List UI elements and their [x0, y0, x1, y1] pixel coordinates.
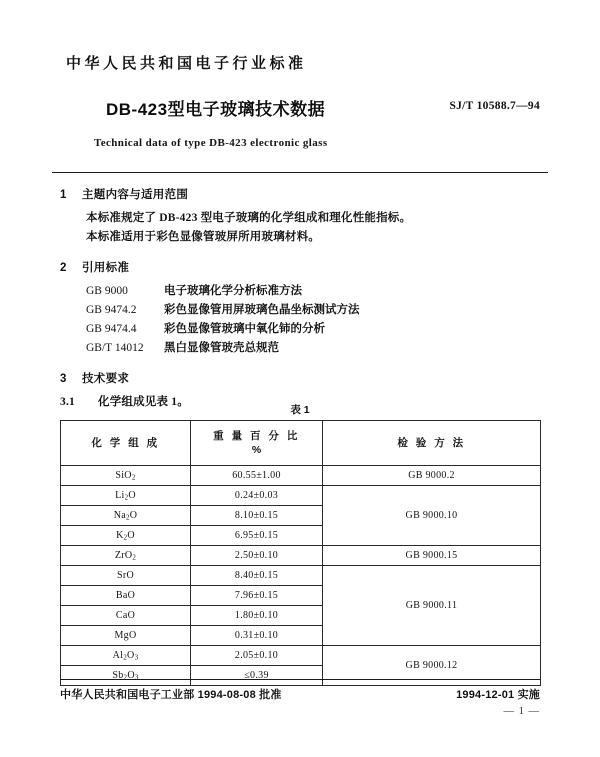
column-header-test-method-label: 检 验 方 法 — [397, 436, 466, 449]
document-header — [60, 52, 540, 149]
cell-value: 0.24±0.03 — [191, 486, 323, 506]
clause-number: 3.1 — [60, 396, 75, 408]
reference-title: 彩色显像管用屏玻璃色晶坐标测试方法 — [164, 304, 360, 316]
document-body — [60, 186, 540, 415]
section-title-2: 引用标准 — [82, 262, 130, 274]
cell-value: 2.05±0.10 — [191, 646, 323, 666]
cell-method: GB 9000.2 — [323, 466, 541, 486]
spacer — [60, 247, 540, 259]
section-1-paragraph-1: 本标准规定了 DB-423 型电子玻璃的化学组成和理化性能指标。 — [86, 212, 412, 224]
table-header-row — [61, 421, 541, 466]
table-row — [61, 566, 541, 586]
cell-value: 60.55±1.00 — [191, 466, 323, 486]
cell-component: SrO — [61, 566, 191, 586]
table-row — [61, 486, 541, 506]
cell-component: $K_2O$ — [61, 526, 191, 546]
cell-value: 2.50±0.10 — [191, 546, 323, 566]
column-header-composition-label: 化 学 组 成 — [91, 436, 160, 449]
cell-method: GB 9000.11 — [323, 566, 541, 646]
column-header-composition — [61, 421, 191, 466]
reference-title: 电子玻璃化学分析标准方法 — [164, 285, 302, 297]
cell-method: GB 9000.10 — [323, 486, 541, 546]
specification-table-container — [60, 398, 540, 686]
clause-text: 化学组成见表 1。 — [98, 396, 189, 408]
page-number: — 1 — — [503, 706, 540, 717]
list-item — [86, 339, 540, 355]
table-caption: 表 1 — [290, 404, 310, 416]
title-row — [60, 95, 540, 123]
english-subtitle: Technical data of type DB-423 electronic glass — [94, 137, 328, 149]
spacer — [60, 358, 540, 370]
chemical-composition-table — [60, 420, 541, 686]
section-heading-2 — [60, 259, 540, 275]
referenced-standards-list — [60, 282, 540, 355]
section-number-3: 3 — [60, 373, 67, 385]
cell-value: 6.95±0.15 — [191, 526, 323, 546]
column-header-weight-percent-label: 重 量 百 分 比 — [213, 429, 300, 442]
reference-code: GB 9474.2 — [86, 304, 137, 316]
section-heading-3 — [60, 370, 540, 386]
cell-value: 1.80±0.10 — [191, 606, 323, 626]
cell-method: GB 9000.15 — [323, 546, 541, 566]
cell-value: 8.40±0.15 — [191, 566, 323, 586]
header-divider — [52, 172, 548, 173]
column-header-weight-percent — [191, 421, 323, 466]
cell-component: SiO$_2$ — [61, 466, 191, 486]
standard-number: SJ/T 10588.7—94 — [449, 100, 540, 112]
page-title: DB-423型电子玻璃技术数据 — [106, 100, 326, 119]
ministry-standard-line: 中华人民共和国电子行业标准 — [66, 55, 307, 72]
cell-component: $Li_2O$ — [61, 486, 191, 506]
cell-method: GB 9000.12 — [323, 646, 541, 686]
reference-title: 黑白显像管玻壳总规范 — [164, 342, 279, 354]
list-item — [86, 301, 540, 317]
reference-code: GB/T 14012 — [86, 342, 144, 354]
approval-text: 中华人民共和国电子工业部 1994-08-08 批准 — [60, 689, 282, 701]
list-item — [86, 282, 540, 298]
table-body — [61, 466, 541, 686]
cell-component: $Al_2O_3$ — [61, 646, 191, 666]
section-number-1: 1 — [60, 189, 67, 201]
section-number-2: 2 — [60, 262, 67, 274]
cell-value: 0.31±0.10 — [191, 626, 323, 646]
document-footer — [60, 686, 540, 702]
section-title-1: 主题内容与适用范围 — [82, 189, 189, 201]
cell-component: MgO — [61, 626, 191, 646]
reference-title: 彩色显像管玻璃中氧化铈的分析 — [164, 323, 325, 335]
cell-component: BaO — [61, 586, 191, 606]
table-row — [61, 466, 541, 486]
cell-component: CaO — [61, 606, 191, 626]
footer-divider — [60, 679, 540, 680]
cell-value: ≤0.39 — [191, 666, 323, 686]
column-header-test-method — [323, 421, 541, 466]
table-row — [61, 646, 541, 666]
implementation-date: 1994-12-01 实施 — [456, 689, 540, 701]
section-title-3: 技术要求 — [82, 373, 130, 385]
cell-component: $Sb_2O_3$ — [61, 666, 191, 686]
table-header — [61, 421, 541, 466]
cell-value: 8.10±0.15 — [191, 506, 323, 526]
table-row — [61, 546, 541, 566]
cell-value: 7.96±0.15 — [191, 586, 323, 606]
list-item — [86, 320, 540, 336]
reference-code: GB 9474.4 — [86, 323, 137, 335]
reference-code: GB 9000 — [86, 285, 128, 297]
column-header-unit: % — [251, 444, 262, 456]
cell-component: ZrO$_2$ — [61, 546, 191, 566]
section-heading-1 — [60, 186, 540, 202]
cell-component: $Na_2O$ — [61, 506, 191, 526]
section-1-paragraph-2: 本标准适用于彩色显像管玻屏所用玻璃材料。 — [86, 231, 320, 243]
